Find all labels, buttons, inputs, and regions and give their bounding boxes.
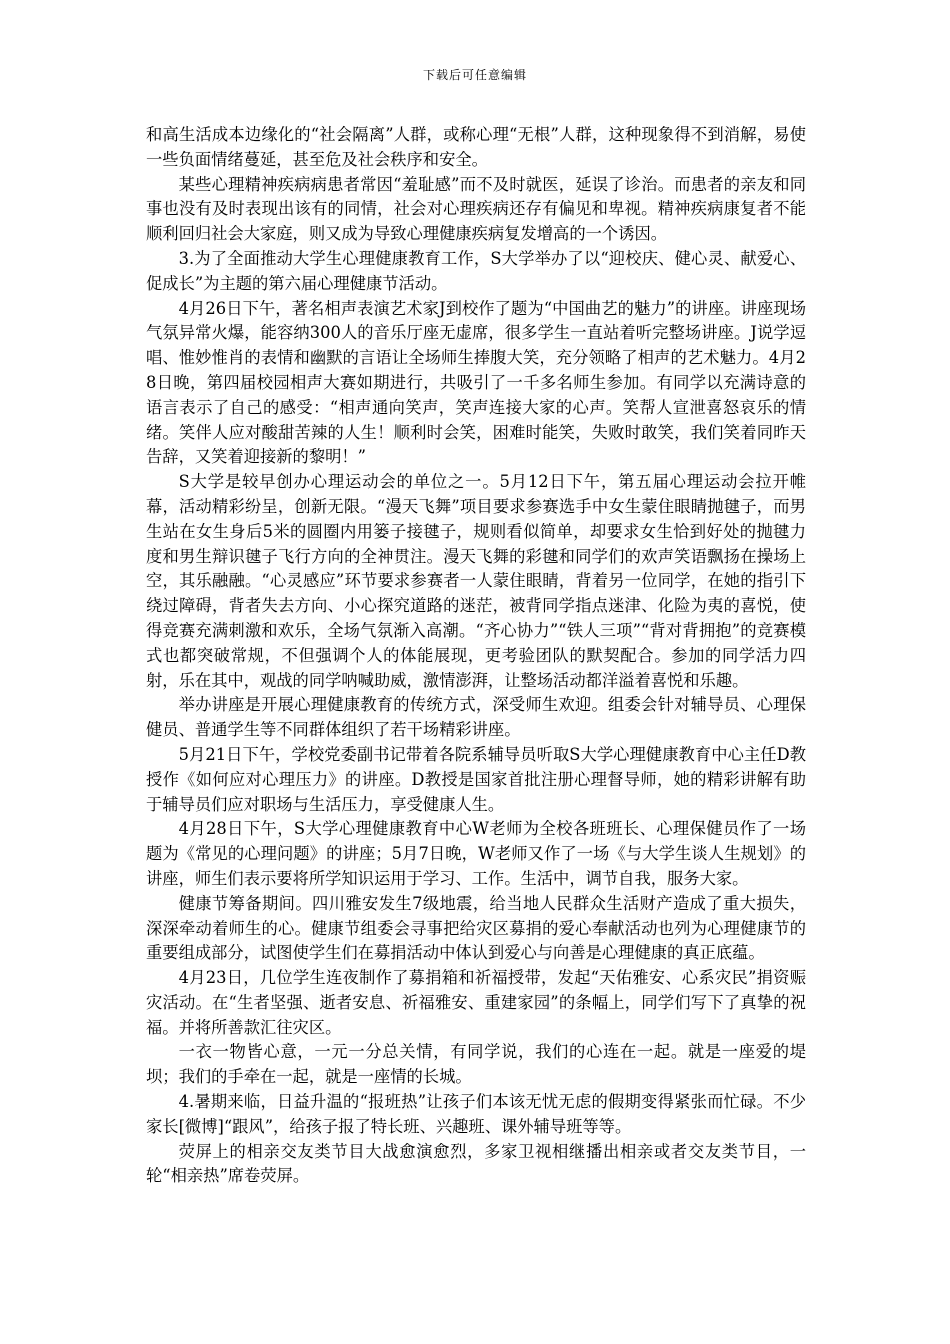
- paragraph: 4月26日下午，著名相声表演艺术家J到校作了题为“中国曲艺的魅力”的讲座。讲座现场气氛异常火爆，能容纳300人的音乐厅座无虚席，很多学生一直站着听完整场讲座。J说学逗唱、惟妙惟肖的表情和幽默的言语让全场师生捧腹大笑，充分领略了相声的艺术魅力。4月28日晚，第四届校园相声大赛如期进行，共吸引了一千多名师生参加。有同学以充满诗意的语言表示了自己的感受：“相声通向笑声，笑声连接大家的心声。笑帮人宣泄喜怒哀乐的情绪。笑伴人应对酸甜苦辣的人生！顺利时会笑，困难时能笑，失败时敢笑，我们笑着同昨天告辞，又笑着迎接新的黎明！”: [146, 298, 806, 467]
- paragraph: 荧屏上的相亲交友类节目大战愈演愈烈，多家卫视相继播出相亲或者交友类节目，一轮“相亲热”席卷荧屏。: [146, 1141, 806, 1186]
- paragraph: 某些心理精神疾病病患者常因“羞耻感”而不及时就医，延误了诊治。而患者的亲友和同事也没有及时表现出该有的同情，社会对心理疾病还存有偏见和卑视。精神疾病康复者不能顺利回归社会大家庭，则又成为导致心理健康疾病复发增高的一个诱因。: [146, 174, 806, 244]
- paragraph-question-3: 3.为了全面推动大学生心理健康教育工作，S大学举办了以“迎校庆、健心灵、献爱心、促成长”为主题的第六届心理健康节活动。: [146, 248, 806, 293]
- paragraph: 4月28日下午，S大学心理健康教育中心W老师为全校各班班长、心理保健员作了一场题为《常见的心理问题》的讲座；5月7日晚，W老师又作了一场《与大学生谈人生规划》的讲座，师生们表示要将所学知识运用于学习、工作。生活中，调节自我，服务大家。: [146, 819, 806, 888]
- paragraph: 一衣一物皆心意，一元一分总关情，有同学说，我们的心连在一起。就是一座爱的堤坝；我们的手牵在一起，就是一座情的长城。: [146, 1042, 806, 1087]
- paragraph: S大学是较早创办心理运动会的单位之一。5月12日下午，第五届心理运动会拉开帷幕，活动精彩纷呈，创新无限。“漫天飞舞”项目要求参赛选手中女生蒙住眼睛抛毽子，而男生站在女生身后5米的圆圈内用篓子接毽子，规则看似简单，却要求女生恰到好处的抛毽力度和男生辩识毽子飞行方向的全神贯注。漫天飞舞的彩毽和同学们的欢声笑语飘扬在操场上空，其乐融融。“心灵感应”环节要求参赛者一人蒙住眼睛，背着另一位同学，在她的指引下绕过障碍，背者失去方向、小心探究道路的迷茫，被背同学指点迷津、化险为夷的喜悦，使得竞赛充满刺激和欢乐，全场气氛渐入高潮。“齐心协力”“铁人三项”“背对背拥抱”的竞赛模式也都突破常规，不但强调个人的体能展现，更考验团队的默契配合。参加的同学活力四射，乐在其中，观战的同学呐喊助威，激情澎湃，让整场活动都洋溢着喜悦和乐趣。: [146, 472, 806, 690]
- paragraph-continuation: 和高生活成本边缘化的“社会隔离”人群，或称心理“无根”人群，这种现象得不到消解，易使一些负面情绪蔓延，甚至危及社会秩序和安全。: [146, 125, 806, 169]
- document-body: [146, 123, 806, 1189]
- paragraph: 举办讲座是开展心理健康教育的传统方式，深受师生欢迎。组委会针对辅导员、心理保健员、普通学生等不同群体组织了若干场精彩讲座。: [146, 695, 806, 740]
- paragraph: 5月21日下午，学校党委副书记带着各院系辅导员听取S大学心理健康教育中心主任D教授作《如何应对心理压力》的讲座。D教授是国家首批注册心理督导师，她的精彩讲解有助于辅导员们应对职场与生活压力，享受健康人生。: [146, 744, 806, 814]
- paragraph-question-4: 4.暑期来临，日益升温的“报班热”让孩子们本该无忧无虑的假期变得紧张而忙碌。不少家长[微博]“跟风”，给孩子报了特长班、兴趣班、课外辅导班等等。: [146, 1092, 806, 1136]
- paragraph: 4月23日，几位学生连夜制作了募捐箱和祈福授带，发起“天佑雅安、心系灾民”捐资赈灾活动。在“生者坚强、逝者安息、祈福雅安、重建家园”的条幅上，同学们写下了真挚的祝福。并将所善款汇往灾区。: [146, 968, 806, 1037]
- paragraph: 健康节筹备期间。四川雅安发生7级地震，给当地人民群众生活财产造成了重大损失，深深牵动着师生的心。健康节组委会寻事把给灾区募捐的爱心奉献活动也列为心理健康节的重要组成部分，试图使学生们在募捐活动中体认到爱心与向善是心理健康的真正底蕴。: [146, 893, 806, 963]
- header-note: 下载后可任意编辑: [422, 68, 527, 82]
